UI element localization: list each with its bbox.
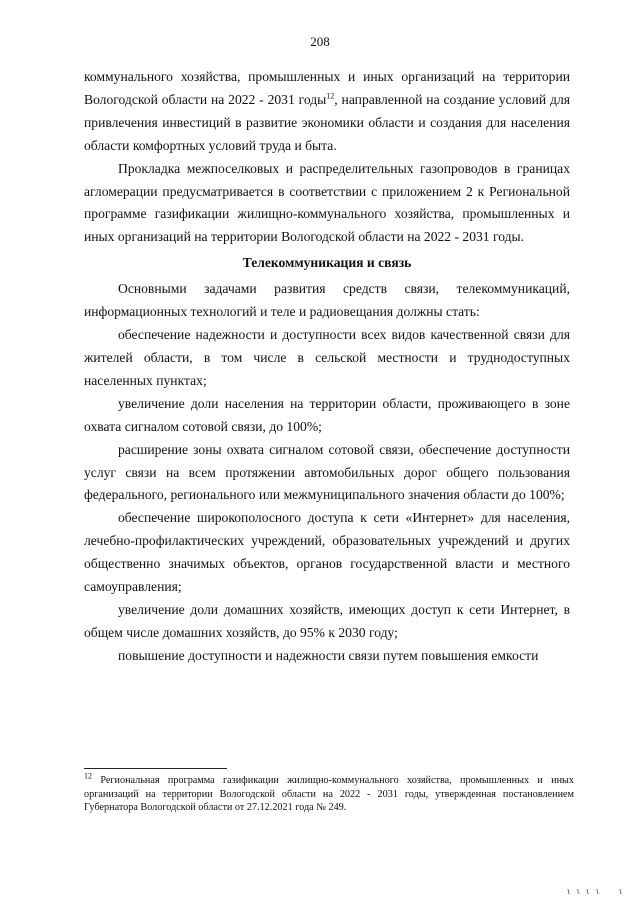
paragraph-task-cellular-coverage: увеличение доли населения на территории области, проживающего в зоне охвата сигналом сотовой связи, до 100%; bbox=[84, 395, 570, 434]
paragraph-task-broadband: обеспечение широкополосного доступа к сети «Интернет» для населения, лечебно-профилактических учреждений, образовательных учреждений и других общественно значимых объектов, органов государственной власти и местного самоуправления; bbox=[84, 510, 570, 595]
section-title: Телекоммуникация и связь bbox=[242, 255, 412, 271]
footnote-reference: 12 bbox=[326, 91, 335, 101]
paragraph-task-reliability: обеспечение надежности и доступности всех видов качественной связи для жителей области, в том числе в сельской местности и труднодоступных населенных пунктах; bbox=[84, 327, 570, 388]
page-number: 208 bbox=[310, 34, 330, 49]
paragraph-tasks-intro: Основными задачами развития средств связи, телекоммуникаций, информационных технологий и теле и радиовещания должны стать: bbox=[84, 281, 570, 320]
footnote-text: Региональная программа газификации жилищно-коммунального хозяйства, промышленных и иных организаций на территории Вологодской области на 2022 - 2031 годы, утвержденная постановлением Губернатора Вологодской области от 27.12.2021 года № 249. bbox=[84, 775, 574, 814]
paragraph-task-roads-coverage: расширение зоны охвата сигналом сотовой связи, обеспечение доступности услуг связи на всем протяжении автомобильных дорог общего пользования федерального, регионального или межмуниципального значения области до 100%; bbox=[84, 441, 570, 503]
footnote-marker: 12 bbox=[84, 771, 92, 781]
footnote-divider bbox=[84, 768, 227, 769]
scan-mark-left: ι ι ι ι bbox=[566, 887, 600, 896]
paragraph-task-households: увеличение доли домашних хозяйств, имеющих доступ к сети Интернет, в общем числе домашних хозяйств, до 95% к 2030 году; bbox=[84, 601, 570, 640]
scan-mark-right: ι bbox=[618, 887, 623, 896]
paragraph-gas-pipelines: Прокладка межпоселковых и распределительных газопроводов в границах агломерации предусматривается в соответствии с приложением 2 к Региональной программе газификации жилищно-коммунального хозяйства, промышленных и иных организаций на территории Вологодской области на 2022 - 2031 годы. bbox=[84, 160, 570, 245]
paragraph-task-capacity: повышение доступности и надежности связи путем повышения емкости bbox=[118, 647, 539, 663]
body-text bbox=[84, 66, 570, 668]
paragraph-continuation: коммунального хозяйства, промышленных и иных организаций на территории Вологодской области на 2022 - 2031 годы$^{12}$, направленной на создание условий для привлечения инвестиций в развитие экономики области и создания для населения области комфортных условий труда и быта. bbox=[84, 69, 570, 153]
footnote bbox=[84, 771, 574, 815]
